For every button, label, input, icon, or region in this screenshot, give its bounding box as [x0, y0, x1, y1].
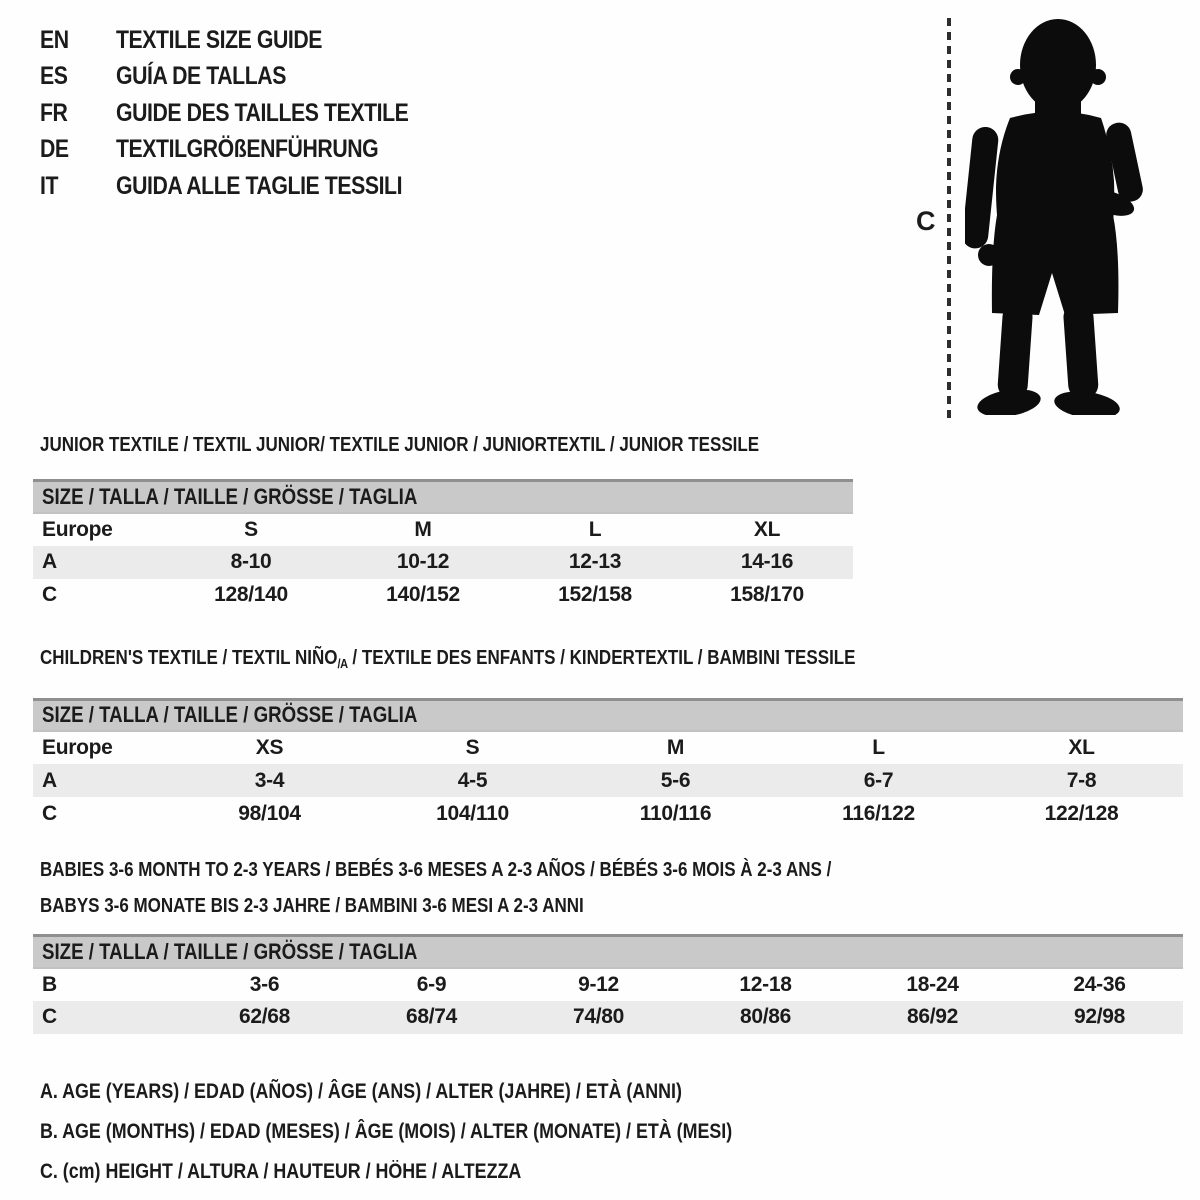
- row-label: Europe: [42, 736, 113, 759]
- size-cell: L: [588, 517, 602, 541]
- children-size-table: [33, 698, 1183, 831]
- children-size-header-bar: SIZE / TALLA / TAILLE / GRÖSSE / TAGLIA: [33, 699, 1183, 731]
- lang-row-es: [40, 59, 460, 96]
- lang-title-en: TEXTILE SIZE GUIDE: [116, 25, 323, 54]
- height-cell: 68/74: [348, 1001, 515, 1034]
- babies-section-title-line1: BABIES 3-6 MONTH TO 2-3 YEARS / BEBÉS 3-6 MESES A 2-3 AÑOS / BÉBÉS 3-6 MOIS À 2-3 ANS /: [40, 859, 832, 881]
- age-cell: 6-7: [777, 764, 980, 797]
- age-cell: 4-5: [371, 764, 574, 797]
- legend-line-c: C. (cm) HEIGHT / ALTURA / HAUTEUR / HÖHE / ALTEZZA: [40, 1159, 522, 1183]
- age-cell: 7-8: [980, 764, 1183, 797]
- language-header: [40, 22, 460, 205]
- height-cell: 128/140: [214, 583, 288, 606]
- height-measure-dashed-line: [947, 18, 951, 418]
- height-cell: 62/68: [181, 1001, 348, 1034]
- height-cell: 140/152: [386, 583, 460, 606]
- lang-title-es: GUÍA DE TALLAS: [116, 62, 286, 91]
- age-cell: 14-16: [681, 546, 853, 579]
- height-cell: 104/110: [436, 801, 509, 825]
- height-cell: 74/80: [515, 1001, 682, 1034]
- children-section-title: CHILDREN'S TEXTILE / TEXTIL $NIÑO_{/A}$ / TEXTILE DES ENFANTS / KINDERTEXTIL / BAMBINI TESSILE: [40, 646, 856, 671]
- height-cell: 110/116: [639, 801, 712, 825]
- height-cell: 80/86: [682, 1001, 849, 1034]
- babies-section: [33, 852, 1183, 1034]
- legend-line-a: A. AGE (YEARS) / EDAD (AÑOS) / ÂGE (ANS) / ALTER (JAHRE) / ETÀ (ANNI): [40, 1079, 682, 1103]
- toddler-silhouette-icon: [965, 15, 1145, 415]
- height-measure-label: C: [916, 206, 936, 236]
- months-cell: 12-18: [739, 972, 792, 996]
- babies-section-title-line2: BABYS 3-6 MONATE BIS 2-3 JAHRE / BAMBINI 3-6 MESI A 2-3 ANNI: [40, 895, 584, 917]
- junior-size-header-bar: SIZE / TALLA / TAILLE / GRÖSSE / TAGLIA: [33, 481, 853, 513]
- babies-row-height: [33, 1001, 1183, 1034]
- age-cell: 8-10: [165, 546, 337, 579]
- row-label: C: [33, 1001, 181, 1034]
- legend-line-b: B. AGE (MONTHS) / EDAD (MESES) / ÂGE (MOIS) / ALTER (MONATE) / ETÀ (MESI): [40, 1119, 733, 1143]
- junior-size-table: [33, 479, 853, 612]
- children-section: [33, 646, 1183, 831]
- size-cell: M: [414, 517, 432, 541]
- age-cell: 10-12: [337, 546, 509, 579]
- size-cell: XL: [1068, 736, 1095, 759]
- lang-code-fr: FR: [40, 98, 68, 127]
- size-cell: XL: [753, 517, 781, 541]
- lang-row-fr: [40, 95, 460, 132]
- height-cell: 92/98: [1016, 1001, 1183, 1034]
- row-label: A: [33, 546, 165, 579]
- lang-row-it: [40, 168, 460, 205]
- size-cell: S: [244, 517, 258, 541]
- lang-title-de: TEXTILGRÖßENFÜHRUNG: [116, 135, 379, 164]
- height-cell: 122/128: [1044, 801, 1119, 825]
- junior-row-height: [33, 579, 853, 612]
- months-cell: 24-36: [1073, 972, 1126, 996]
- babies-row-months: [33, 968, 1183, 1001]
- row-label: Europe: [42, 517, 113, 541]
- legend: [33, 1072, 1183, 1192]
- months-cell: 9-12: [578, 972, 619, 996]
- age-cell: 3-4: [168, 764, 371, 797]
- junior-row-age: [33, 546, 853, 579]
- title-subscript: /A: [337, 655, 348, 671]
- lang-title-it: GUIDA ALLE TAGLIE TESSILI: [116, 171, 403, 200]
- children-row-europe: [33, 731, 1183, 764]
- junior-section: [33, 433, 1183, 612]
- lang-row-de: [40, 132, 460, 169]
- lang-code-en: EN: [40, 25, 69, 54]
- months-cell: 3-6: [249, 972, 280, 996]
- babies-size-table: [33, 934, 1183, 1034]
- lang-code-de: DE: [40, 135, 69, 164]
- row-label: C: [42, 583, 57, 606]
- children-row-age: [33, 764, 1183, 797]
- tables-content: [33, 433, 1183, 1192]
- height-cell: 116/122: [842, 801, 915, 825]
- size-cell: L: [872, 736, 885, 759]
- height-cell: 152/158: [558, 583, 632, 606]
- lang-code-it: IT: [40, 171, 59, 200]
- lang-code-es: ES: [40, 62, 68, 91]
- height-cell: 98/104: [238, 801, 301, 825]
- months-cell: 6-9: [416, 972, 447, 996]
- row-label: C: [42, 801, 57, 825]
- babies-size-header-bar: SIZE / TALLA / TAILLE / GRÖSSE / TAGLIA: [33, 936, 1183, 968]
- lang-row-en: [40, 22, 460, 59]
- junior-section-title: JUNIOR TEXTILE / TEXTIL JUNIOR/ TEXTILE JUNIOR / JUNIORTEXTIL / JUNIOR TESSILE: [40, 434, 760, 456]
- size-cell: XS: [255, 736, 284, 759]
- height-figure: [900, 0, 1200, 440]
- children-row-height: [33, 797, 1183, 830]
- height-cell: 86/92: [849, 1001, 1016, 1034]
- row-label: B: [42, 972, 57, 996]
- lang-title-fr: GUIDE DES TAILLES TEXTILE: [116, 98, 409, 127]
- row-label: A: [33, 764, 168, 797]
- age-cell: 5-6: [574, 764, 777, 797]
- age-cell: 12-13: [509, 546, 681, 579]
- junior-row-europe: [33, 513, 853, 546]
- size-cell: S: [465, 736, 480, 759]
- months-cell: 18-24: [906, 972, 959, 996]
- height-cell: 158/170: [730, 583, 804, 606]
- size-cell: M: [666, 736, 685, 759]
